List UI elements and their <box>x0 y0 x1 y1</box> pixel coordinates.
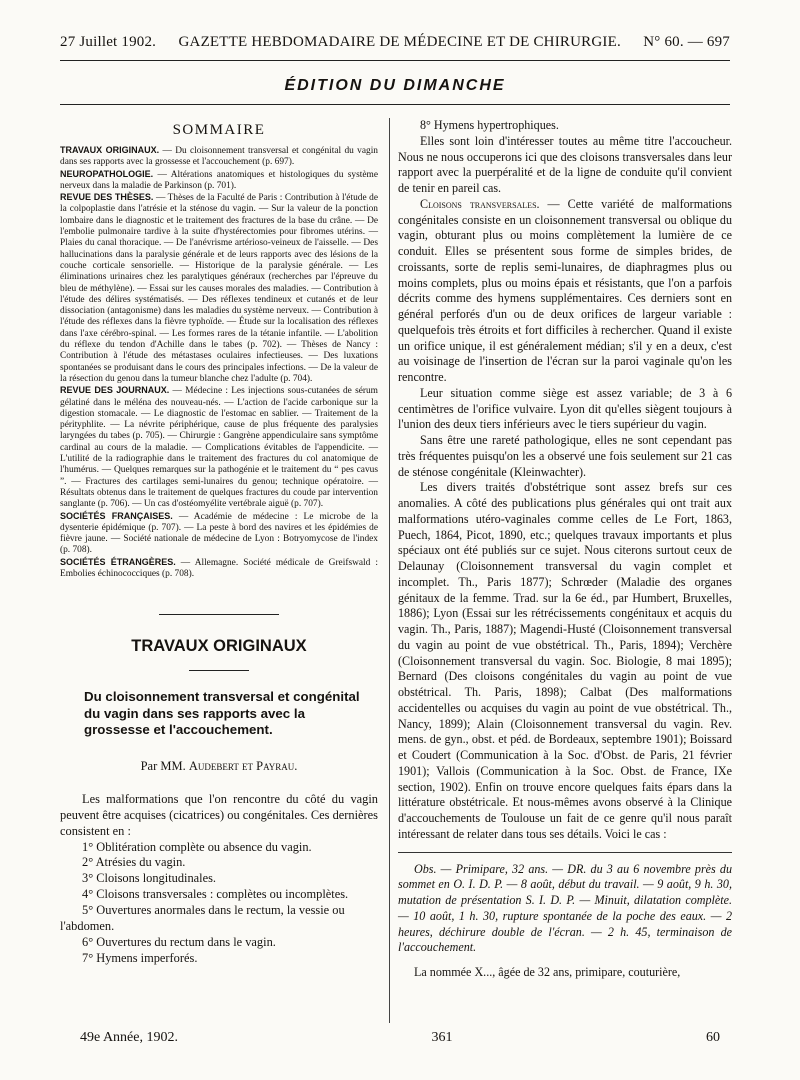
case-start: La nommée X..., âgée de 32 ans, primipare, couturière, <box>414 965 681 979</box>
list-item: 4° Cloisons transversales : complètes ou incomplètes. <box>82 887 349 902</box>
sommaire-entry <box>60 169 378 193</box>
authors-prefix: Par MM. <box>140 758 189 773</box>
list-item: 2° Atrésies du vagin. <box>82 855 186 870</box>
column-divider <box>389 118 390 1023</box>
paragraph-references: Les divers traités d'obstétrique sont assez brefs sur ces anomalies. A côté des publications plus générales qui ont trait aux malformations utéro-vaginales comme celles de Le Fort, 1863, Puech, 1864, Picot, 1890, etc.; quelques travaux importants et plus spéciaux ont été publiés sur ce sujet. Nous citerons surtout ceux de Delaunay (Cloisonnement transversal du vagin complet et incomplet. Th., Paris 1877); Schrœder (Maladie des organes génitaux de la femme. Trad. sur la 6e éd., par Humbert, Bruxelles, 1886); Lyon (Essai sur les rétrécissements congénitaux et acquis du vagin. Th., Paris, 1887); Magendi-Husté (Cloisonnement transversal du vagin au point de vue obstétrical. Th., Paris, 1894); Verchère (Cloisonnement transversal du vagin. Soc. Biologie, 8 mai 1895); Bernard (Des cloisons congénitales du vagin au point de vue obstétrical. Th. Paris, 1898); Calbat (Des malformations accidentelles ou acquises du vagin au point de vue obstétrical. Th., Nancy, 1899); Alain (Cloisonnement transversal du vagin. Rev. mens. de gyn., obst. et péd. de Bordeaux, septembre 1901); Boissard et Coudert (Communication à la Soc. d'Obst. de Paris, 21 février 1901); Vallois (Communication à la Soc. Obst. de France, IXe section, 1902). Enfin on trouve encore quelques faits épars dans la littérature obstétricale. Et nous-mêmes avons observé à la Clinique d'accouchements de Toulouse un fait de ce genre qu'il nous paraît intéressant de relater dans tous ses détails. Voici le cas : <box>398 480 732 841</box>
section-rule <box>159 614 279 615</box>
paragraph-text: — Cette variété de malformations congénitales consiste en un cloisonnement transversal ou oblique du vagin, obturant plus ou moins complètement la lumière de ce conduit. Elles se présentent sous forme de simples brides, de croissants, sorte de replis semi-lunaires, de diaphragmes plus ou moins complets, plus ou moins épais et résistants, que l'on a parfois décrits comme des hymens supplémentaires. Ces derniers sont en général perforés d'un ou de deux orifices de largeur variable : quelquefois très étroits et fort difficiles à rechercher. Quand il existe un orifice unique, il est généralement médian; s'il y en a deux, c'est au voisinage de l'insertion de l'écran sur la paroi vaginale qu'on les rencontre. <box>398 196 732 384</box>
list-item: 5° Ouvertures anormales dans le rectum, la vessie ou l'abdomen. <box>60 903 345 934</box>
right-column <box>398 118 732 981</box>
list-item-8: 8° Hymens hypertrophiques. <box>420 118 559 132</box>
footer-issue-number: 60 <box>705 1030 720 1045</box>
list-item: 3° Cloisons longitudinales. <box>82 871 217 886</box>
section-subrule <box>189 670 249 671</box>
sommaire-text: — Du cloisonnement transversal et congénital du vagin dans ses rapports avec la grossesse et l'accouchement (p. 697). <box>60 146 378 168</box>
sommaire-entry <box>60 511 378 557</box>
list-item: 1° Oblitération complète ou absence du vagin. <box>82 839 312 854</box>
sommaire-text: — Allemagne. Société médicale de Greifswald : Embolies échinococciques (p. 708). <box>60 557 378 579</box>
sommaire-text: — Médecine : Les injections sous-cutanées de sérum gélatiné dans le méléna des nouveau-nés. — L'action de l'acide carbonique sur la digestion stomacale. — Le diagnostic de l'estomac en sablier. — Traitement de la pérityphlite. — La névrite périphérique, cause de plus fréquente des paralysies laryngées du tabes (p. 705). — Chirurgie : Gangrène appendiculaire sans symptôme cardinal au cours de la maladie. — Complications évitables de l'appendicite. — L'utilité de la radiographie dans le traitement des fractures du col anatomique de l'humérus. — Quelques remarques sur la pathogénie et le traitement du “ pes cavus ”. — Fractures des cartilages semi-lunaires du genou; technique opératoire. — Résultats obtenus dans le traitement de quelques fractures du coude par intervention sanglante (p. 706). — Un cas d'ostéomyélite vertébrale aiguë (p. 707). <box>60 386 378 510</box>
list-item: 6° Ouvertures du rectum dans le vagin. <box>82 934 276 949</box>
sommaire-category: SOCIÉTÉS ÉTRANGÈRES. <box>60 556 176 567</box>
sommaire-entry <box>60 145 378 169</box>
sommaire-category: REVUE DES JOURNAUX. <box>60 385 170 396</box>
running-header <box>60 34 730 51</box>
observation-summary: Obs. — Primipare, 32 ans. — DR. du 3 au 6 novembre près du sommet en O. I. D. P. — 8 août, début du travail. — 9 août, 9 h. 30, mutation de présentation S. I. D. P. — Minuit, dilatation complète. — 10 août, 1 h. 30, rupture spontanée de la poche des eaux. — 2 heures, déchirure double de l'écran. — 2 h. 45, terminaison de l'accouchement. <box>398 861 732 955</box>
left-column <box>60 118 378 967</box>
paragraph: Leur situation comme siège est assez variable; de 3 à 6 centimètres de l'orifice vulvaire. Lyon dit qu'elles siègent toujours à l'union des deux tiers inférieurs avec le tiers supérieur du vagin. <box>398 385 732 432</box>
sommaire-category: REVUE DES THÈSES. <box>60 192 154 203</box>
list-item: 7° Hymens imperforés. <box>82 950 198 965</box>
edition-rule <box>60 104 730 105</box>
header-rule <box>60 60 730 61</box>
paragraph-cloisons <box>398 197 732 386</box>
authors-names: Audebert et Payrau. <box>188 758 298 773</box>
sommaire-category: TRAVAUX ORIGINAUX. <box>60 145 160 155</box>
article-authors <box>60 759 378 774</box>
paragraph: Elles sont loin d'intéresser toutes au même titre l'accoucheur. Nous ne nous occuperons ici que des cloisons transversales dans leur rapport avec la puerpéralité et de la ligne de conduite qu'il convient de tenir en pareil cas. <box>398 133 732 195</box>
paragraph: Sans être une rareté pathologique, elles ne sont cependant pas très fréquentes puisqu'on les a observé une fois seulement sur 21 cas de sténose congénitale (Kleinwachter). <box>398 433 732 479</box>
malformation-list <box>60 840 378 967</box>
paragraph-heading: Cloisons transversales. <box>420 196 540 211</box>
sommaire-entry <box>60 557 378 581</box>
sommaire-text: — Thèses de la Faculté de Paris : Contribution à l'étude de la colpoplastie dans l'atrésie et la sténose du vagin. — Sur la valeur de la ponction lombaire dans le diagnostic et le traitement des fractures de la base du crâne. — De l'embolie pulmonaire tardive à la suite d'hystérectomies pour fibromes utérins. — Plaies du canal thoracique. — De l'anévrisme artérioso-veineux de l'aisselle. — Des hallucinations dans la paralysie générale et de leurs rapports avec des lésions de la couche corticale sensorielle. — Historique de la paralysie générale. — Les éliminations urinaires chez les paralytiques généraux (recherches par l'épreuve du bleu de méthylène). — Essai sur les causes morales des maladies. — Contribution à l'étude des délires systématisés. — Des réflexes tendineux et cutanés et de leur dissociation (antagonisme) dans les maladies du système nerveux. — Contribution à l'étude des réflexes dans la fièvre typhoïde. — Étude sur la localisation des réflexes dans l'axe cérébro-spinal. — Les formes rares de la tétanie infantile. — L'abolition du réflexe du tendon d'Achille dans le tabes (p. 702). — Thèses de Nancy : Contribution à l'étude des métastases oculaires infectieuses. — Des luxations spontanées se produisant dans le cours des principales infections. — De la valeur de la résection du genou dans la tumeur blanche chez l'adulte (p. 704). <box>60 193 378 384</box>
sommaire-category: NEUROPATHOLOGIE. <box>60 168 154 179</box>
sommaire-category: SOCIÉTÉS FRANÇAISES. <box>60 510 173 521</box>
page-footer <box>80 1030 720 1046</box>
observation-rule <box>398 852 732 853</box>
sommaire-entry <box>60 192 378 385</box>
sommaire-list <box>60 145 378 580</box>
footer-page-number: 361 <box>431 1030 453 1045</box>
sommaire-title: SOMMAIRE <box>172 122 266 138</box>
edition-title: ÉDITION DU DIMANCHE <box>284 77 506 94</box>
sommaire-entry <box>60 385 378 510</box>
header-issue-page: N° 60. — 697 <box>643 34 730 50</box>
header-journal-title: GAZETTE HEBDOMADAIRE DE MÉDECINE ET DE CHIRURGIE. <box>178 34 621 50</box>
sommaire-text: — Altérations anatomiques et histologiques du système nerveux dans la maladie de Parkinson (p. 701). <box>60 169 378 191</box>
article-intro: Les malformations que l'on rencontre du côté du vagin peuvent être acquises (cicatrices) ou congénitales. Ces dernières consistent en : <box>60 791 378 838</box>
footer-year: 49e Année, 1902. <box>80 1030 178 1045</box>
sommaire-text: — Académie de médecine : Le microbe de la dysenterie épidémique (p. 707). — La peste à bord des navires et les épidémies de fièvre jaune. — Société nationale de médecine de Lyon : Botryomycose de l'index (p. 708). <box>60 511 378 556</box>
header-date: 27 Juillet 1902. <box>60 34 157 50</box>
section-title: TRAVAUX ORIGINAUX <box>131 637 307 656</box>
article-title: Du cloisonnement transversal et congénital du vagin dans ses rapports avec la grossesse et l'accouchement. <box>84 689 360 738</box>
